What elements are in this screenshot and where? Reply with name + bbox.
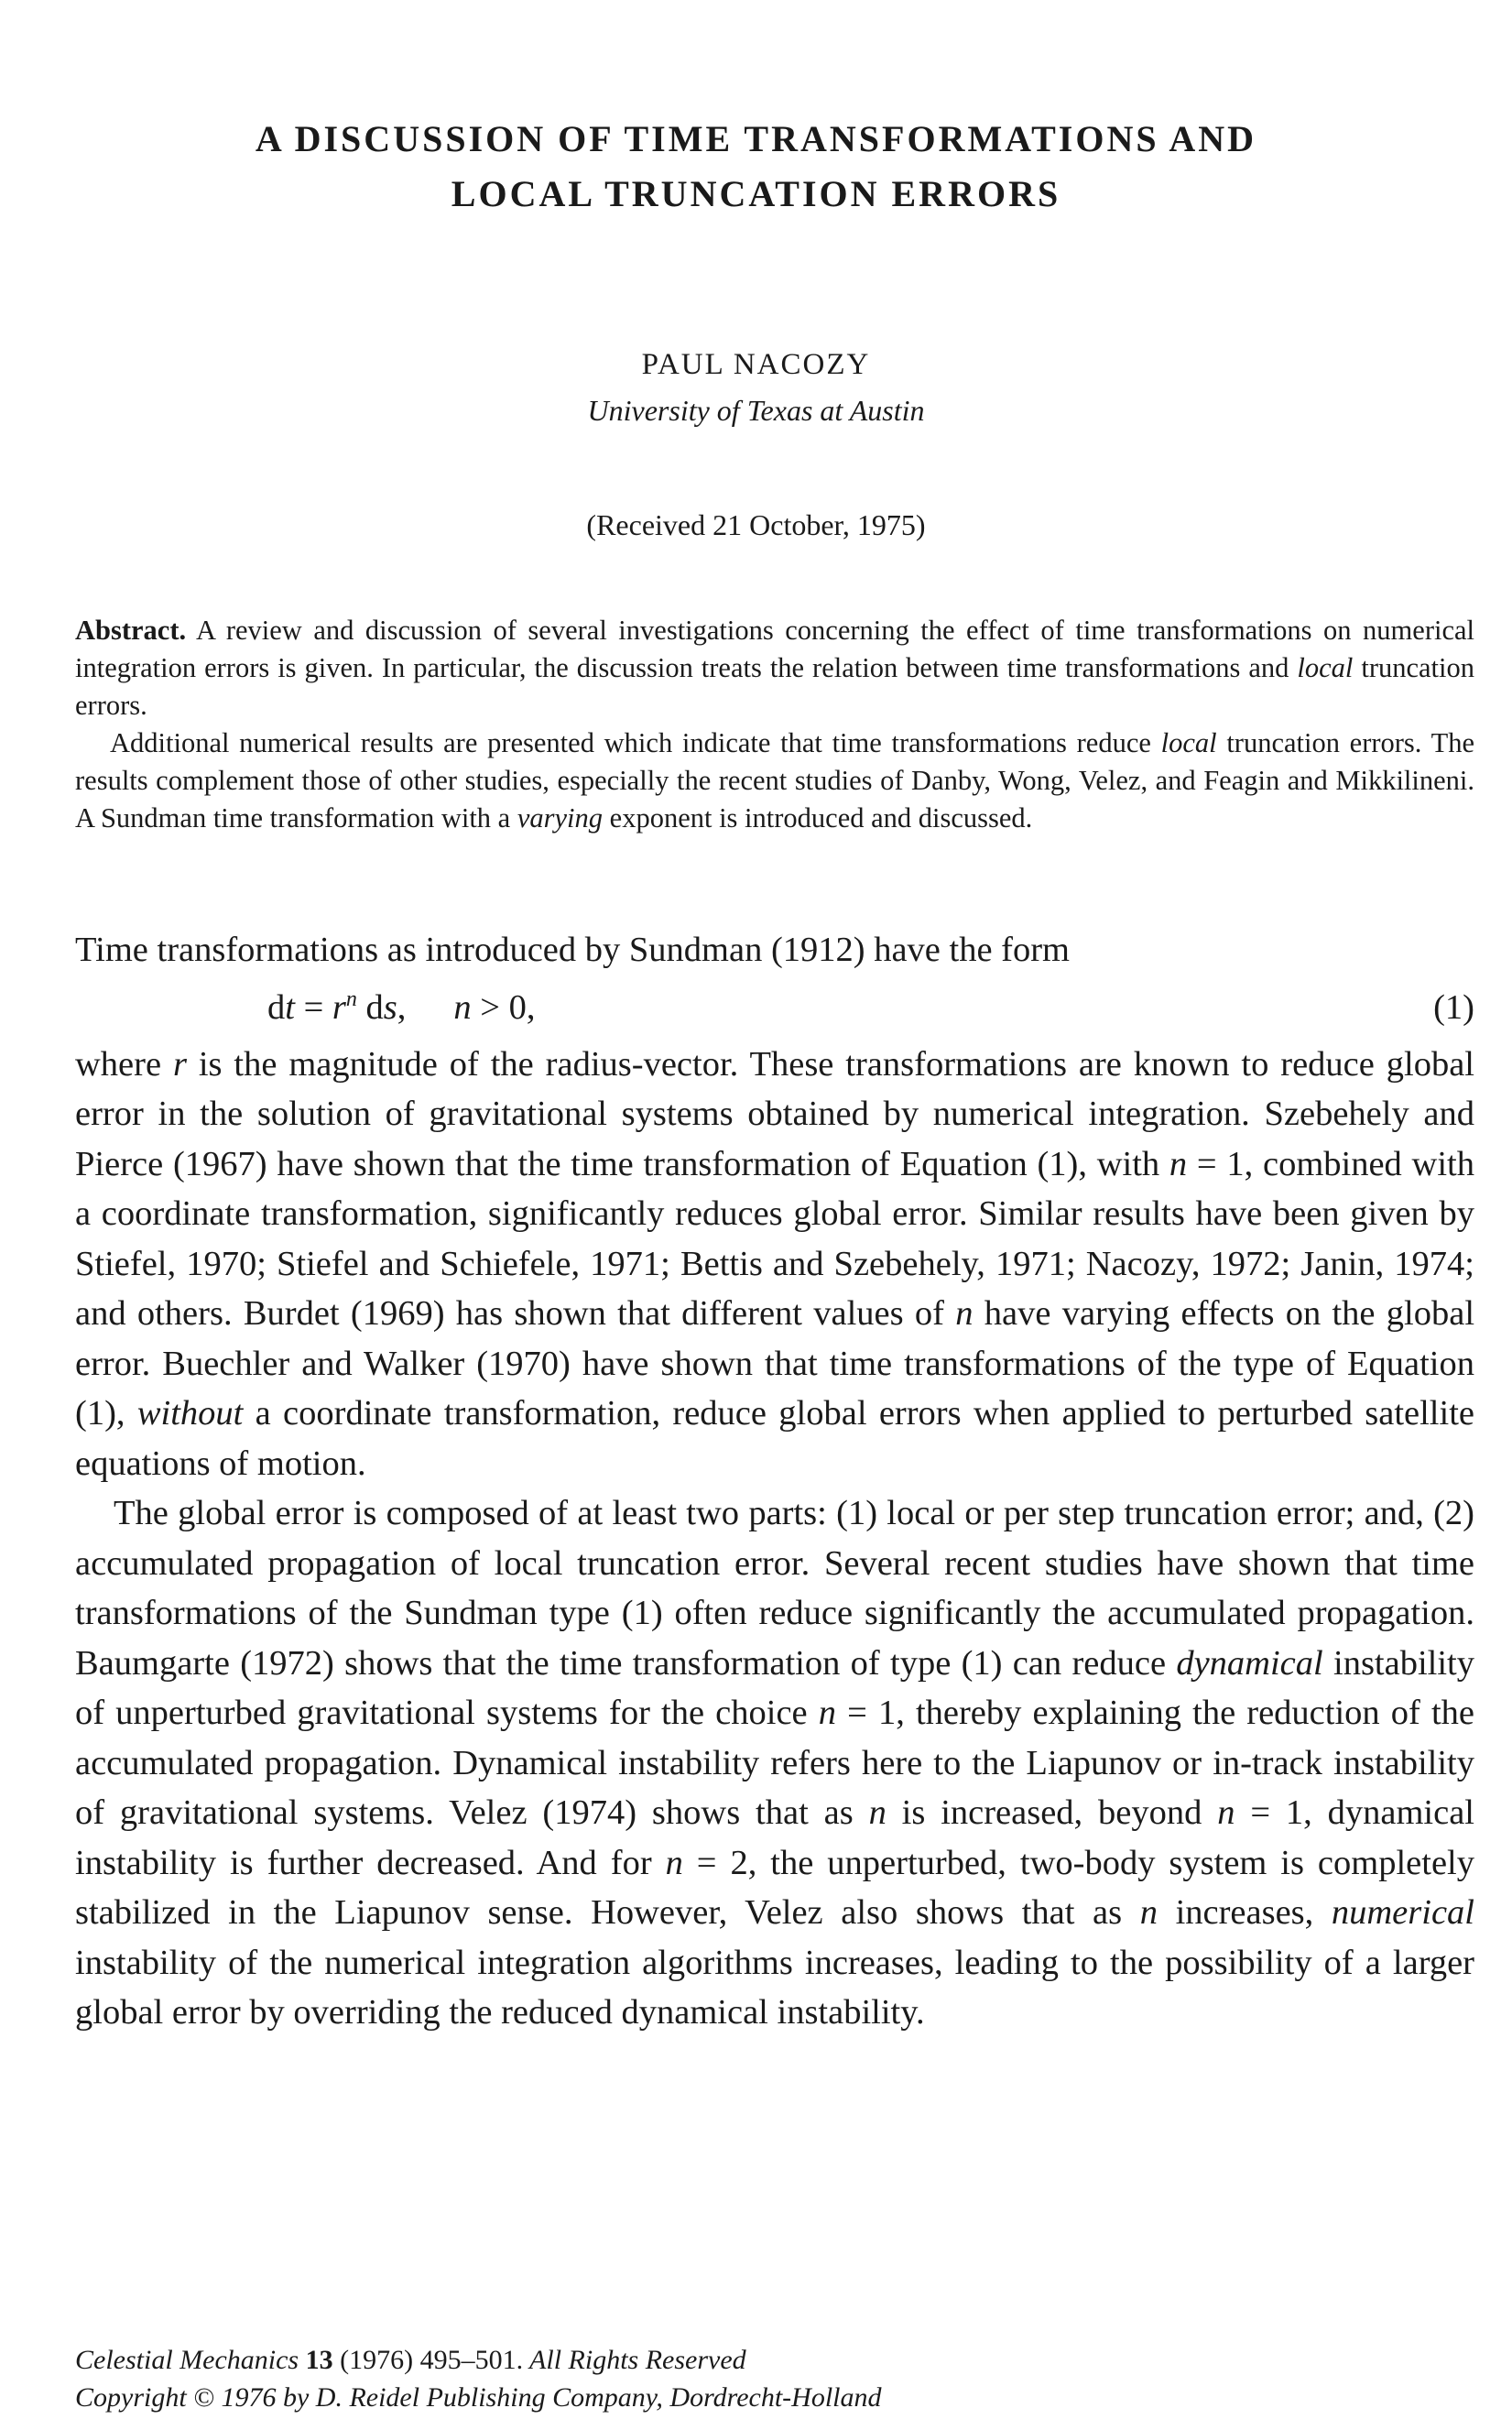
body-text-run: = 1, thereby explaining the reduction of the accumulated propagation. Dynamical instability refers here to the Liapunov or in-track instability of gravitational systems. Velez (1974) shows that as	[75, 1694, 1474, 1832]
abstract-emphasis: local	[1160, 727, 1217, 758]
body-text-run: is increased, beyond	[886, 1793, 1218, 1832]
math-var: n	[1169, 1144, 1188, 1183]
author-name: PAUL NACOZY	[641, 348, 871, 381]
eq-symbol: t	[285, 987, 295, 1027]
math-var: n	[955, 1294, 974, 1333]
eq-condition: > 0,	[471, 987, 536, 1027]
body-paragraph-2	[75, 1488, 1474, 2038]
body-text-run: is the magnitude of the radius-vector. These transformations are known to reduce global error in the solution of gravitational systems obtained by numerical integration. Szebehely and Pierce (1967) have shown that the time transformation of Equation (1), with	[75, 1044, 1474, 1183]
emphasis: dynamical	[1176, 1643, 1323, 1683]
body-text-run: where	[75, 1044, 173, 1084]
math-var: n	[818, 1694, 837, 1732]
emphasis: without	[136, 1394, 244, 1433]
abstract-text: exponent is introduced and discussed.	[603, 802, 1033, 834]
intro-sentence: Time transformations as introduced by Sundman (1912) have the form	[75, 931, 1071, 969]
abstract-text: A review and discussion of several investigations concerning the effect of time transformations on numerical integration errors is given. In particular, the discussion treats the relation between time transformations and	[75, 615, 1474, 683]
abstract-paragraph-1	[75, 612, 1474, 725]
equation-1	[75, 983, 1474, 1040]
page-footer	[75, 2341, 1174, 2416]
body-text-run: = 1, combined with a coordinate transformation, significantly reduces global error. Similar results have been given by Stiefel, 1970; Stiefel and Schiefele, 1971; Bettis and Szebehely, 1971; Nacozy, 1972; Janin, 1974; and others. Burdet (1969) has shown that different values of	[75, 1144, 1474, 1333]
eq-symbol: s	[383, 987, 397, 1027]
eq-symbol: d	[356, 987, 384, 1027]
eq-symbol: n	[453, 987, 472, 1027]
author-affiliation: University of Texas at Austin	[587, 394, 925, 427]
body-text	[75, 925, 1474, 2038]
body-text-run: have varying effects on the global error. Buechler and Walker (1970) have shown that time transformations of the type of Equation (1),	[75, 1294, 1475, 1433]
abstract-paragraph-2	[75, 725, 1474, 837]
received-date: (Received 21 October, 1975)	[586, 508, 926, 541]
title-line-2: LOCAL TRUNCATION ERRORS	[451, 173, 1061, 214]
journal-name: Celestial Mechanics	[75, 2345, 299, 2375]
copyright-line: Copyright © 1976 by D. Reidel Publishing Company, Dordrecht-Holland	[75, 2382, 882, 2413]
body-text-run: a coordinate transformation, reduce global errors when applied to perturbed satellite equations of motion.	[75, 1394, 1474, 1483]
math-var: n	[868, 1793, 887, 1832]
abstract-text: truncation errors. The results complement those of other studies, especially the recent studies of Danby, Wong, Velez, and Feagin and Mikkilineni. A Sundman time transformation with a	[75, 727, 1474, 834]
equation-number: (1)	[1433, 987, 1474, 1027]
body-text-run: = 1, dynamical instability is further decreased. And for	[75, 1793, 1474, 1882]
paper-title	[73, 112, 1439, 222]
journal-citation	[75, 2341, 1174, 2379]
rights-notice: All Rights Reserved	[523, 2345, 746, 2375]
math-var: n	[1217, 1793, 1235, 1832]
eq-symbol: r	[332, 987, 346, 1027]
body-text-run: The global error is composed of at least two parts: (1) local or per step truncation error; and, (2) accumulated propagation of local truncation error. Several recent studies have shown that time transformations of the Sundman type (1) often reduce significantly the accumulated propagation. Baumgarte (1972) shows that the time transformation of type (1) can reduce	[75, 1494, 1474, 1683]
body-text-run: instability of unperturbed gravitational systems for the choice	[75, 1643, 1475, 1732]
eq-symbol: =	[294, 987, 332, 1027]
abstract-text: Additional numerical results are presented which indicate that time transformations reduce	[110, 727, 1161, 758]
eq-symbol: d	[267, 987, 286, 1027]
abstract-emphasis: local	[1297, 652, 1354, 683]
abstract	[75, 612, 1474, 837]
emphasis: numerical	[1331, 1893, 1474, 1932]
abstract-label: Abstract.	[75, 615, 187, 646]
body-text-run: = 2, the unperturbed, two-body system is completely stabilized in the Liapunov sense. However, Velez also shows that as	[75, 1843, 1474, 1932]
title-line-1: A DISCUSSION OF TIME TRANSFORMATIONS AND	[255, 118, 1257, 159]
abstract-emphasis: varying	[517, 802, 604, 834]
journal-volume: 13	[299, 2345, 333, 2375]
body-text-run: instability of the numerical integration algorithms increases, leading to the possibility of a larger global error by overriding the reduced dynamical instability.	[75, 1943, 1474, 2032]
abstract-text: truncation errors.	[75, 652, 1475, 721]
body-text-run: increases,	[1157, 1893, 1332, 1932]
eq-symbol: ,	[397, 987, 407, 1027]
body-paragraph-1	[75, 1040, 1474, 1489]
math-var: n	[1139, 1893, 1158, 1932]
journal-pages: (1976) 495–501.	[332, 2345, 524, 2375]
eq-exponent: n	[345, 986, 357, 1011]
math-var: n	[665, 1843, 683, 1882]
math-var: r	[172, 1044, 187, 1084]
equation-expression	[267, 983, 535, 1033]
